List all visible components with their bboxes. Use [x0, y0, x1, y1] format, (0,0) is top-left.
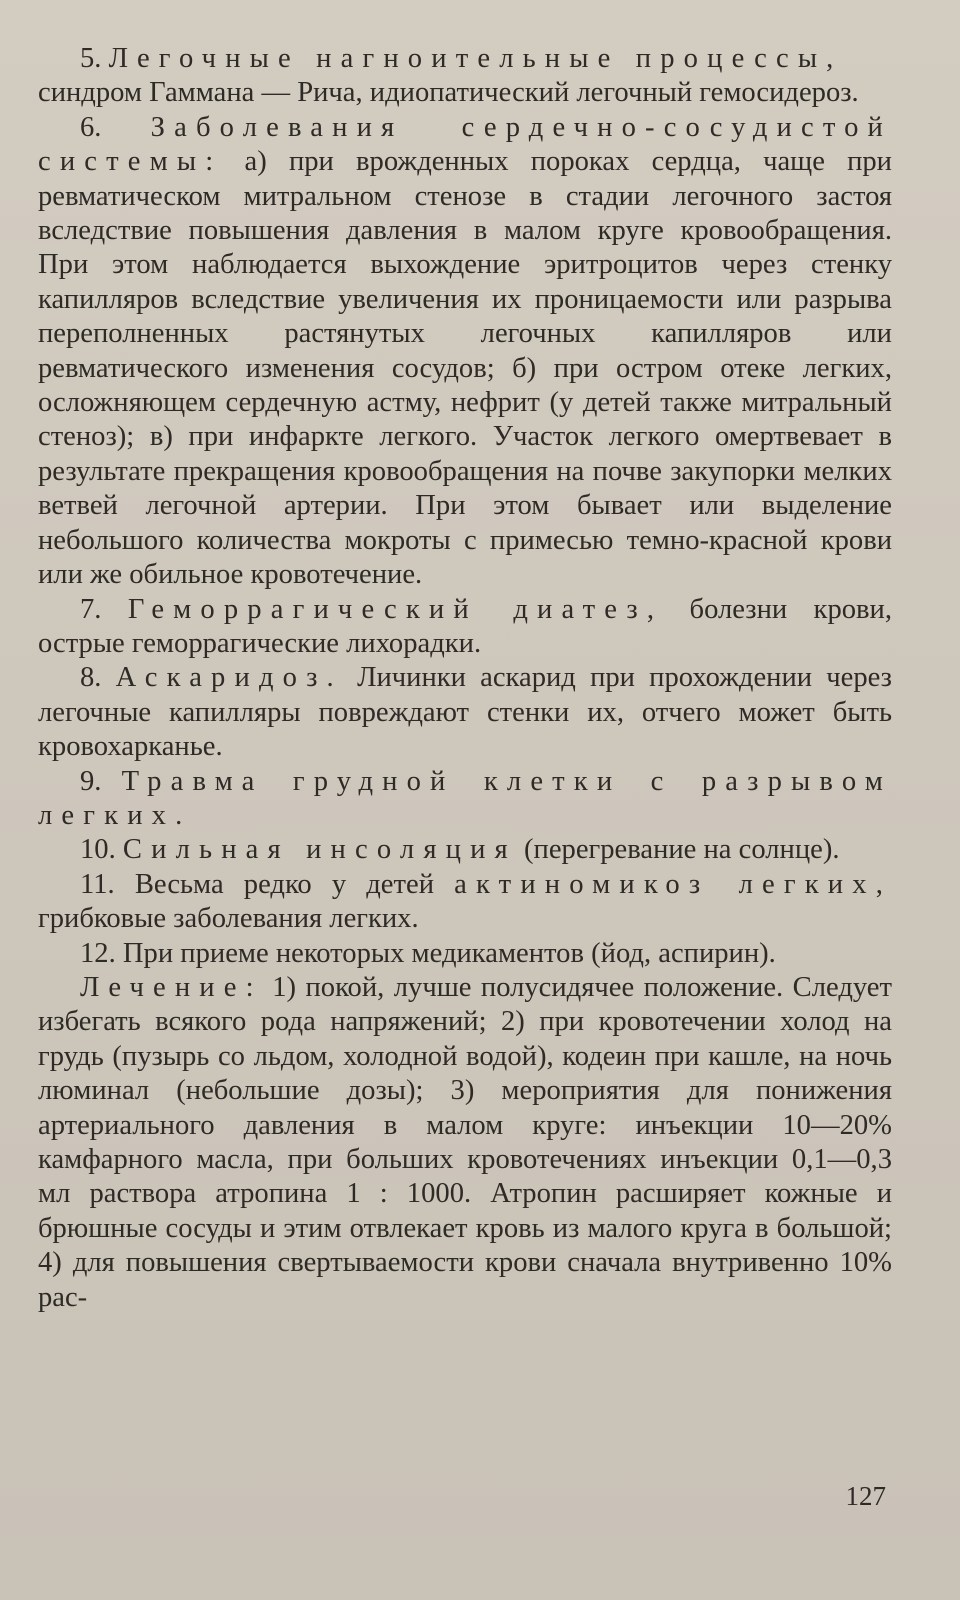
- emphasized-term: Геморрагический диатез,: [127, 593, 664, 625]
- emphasized-term: Травма грудной клетки с разрывом легких.: [38, 765, 892, 831]
- paragraph-5-body: [38, 76, 892, 110]
- item-number: 7.: [80, 593, 102, 625]
- paragraph-treatment: [38, 971, 892, 1315]
- paragraph-text: грибковые заболевания легких.: [38, 903, 419, 935]
- paragraph-7: [38, 593, 892, 662]
- page-body: [38, 42, 892, 1315]
- paragraph-11: [38, 868, 892, 937]
- emphasized-term: Легочные нагноительные процессы,: [108, 43, 843, 74]
- emphasized-term: Аскаридоз.: [115, 662, 343, 694]
- paragraph-text: а) при врожденных пороках сердца, чаще при ревматическом митральном стенозе в стадии легочного застоя вследствие повышения давления в малом круге кровообращения. При этом наблюдается выхождение эритроцитов через стенку капилляров вследствие увеличения их проницаемости или разрыва переполненных растянутых легочных капилляров или ревматического изменения сосудов; б) при остром отеке легких, осложняющем сердечную астму, нефрит (у детей также митральный стеноз); в) при инфаркте легкого. Участок легкого омертвевает в результате прекращения кровообращения на почве закупорки мелких ветвей легочной артерии. При этом бывает или выделение небольшого количества мокроты с примесью темно-красной крови или же обильное кровотечение.: [38, 146, 892, 591]
- paragraph-9: [38, 765, 892, 834]
- page-number: 127: [845, 1481, 886, 1511]
- item-number: 8.: [80, 662, 102, 694]
- paragraph-text: синдром Гаммана — Рича, идиопатический легочный гемосидероз.: [38, 77, 859, 109]
- item-number: 6.: [80, 111, 102, 143]
- paragraph-text: болезни крови, острые геморрагические лихорадки.: [38, 593, 892, 659]
- paragraph-8: [38, 661, 892, 764]
- paragraph-text: При приеме некоторых медикаментов (йод, аспирин).: [122, 937, 776, 969]
- item-number: 11.: [80, 868, 115, 900]
- paragraph-12: [38, 937, 892, 971]
- emphasized-term: актиномикоз легких,: [454, 868, 893, 900]
- item-number: 5.: [80, 43, 102, 74]
- item-number: 9.: [80, 765, 102, 797]
- paragraph-text: (перегревание на солнце).: [524, 834, 840, 866]
- paragraph-text: 1) покой, лучше полусидячее положение. Следует избегать всякого рода напряжений; 2) при кровотечении холод на грудь (пузырь со льдом, холодной водой), кодеин при кашле, на ночь люминал (небольшие дозы); 3) мероприятия для понижения артериального давления в малом круге: инъекции 10—20% камфарного масла, при больших кровотечениях инъекции 0,1—0,3 мл раствора атропина 1 : 1000. Атропин расширяет кожные и брюшные сосуды и этим отвлекает кровь из малого круга в большой; 4) для повышения свертываемости крови сначала внутривенно 10% рас-: [38, 971, 892, 1313]
- paragraph-6: [38, 111, 892, 593]
- emphasized-term: Заболевания сердечно-сосудистой системы:: [38, 111, 892, 178]
- item-number: 12.: [80, 937, 116, 969]
- paragraph-5: [80, 42, 892, 76]
- paragraph-10: [38, 833, 892, 867]
- paragraph-prefix: Весьма редко у детей: [134, 868, 434, 900]
- item-number: 10.: [80, 834, 116, 866]
- emphasized-term: Лечение:: [80, 971, 263, 1003]
- paragraph-text: Личинки аскарид при прохождении через легочные капилляры повреждают стенки их, отчего может быть кровохарканье.: [38, 662, 892, 763]
- emphasized-term: Сильная инсоляция: [122, 834, 517, 866]
